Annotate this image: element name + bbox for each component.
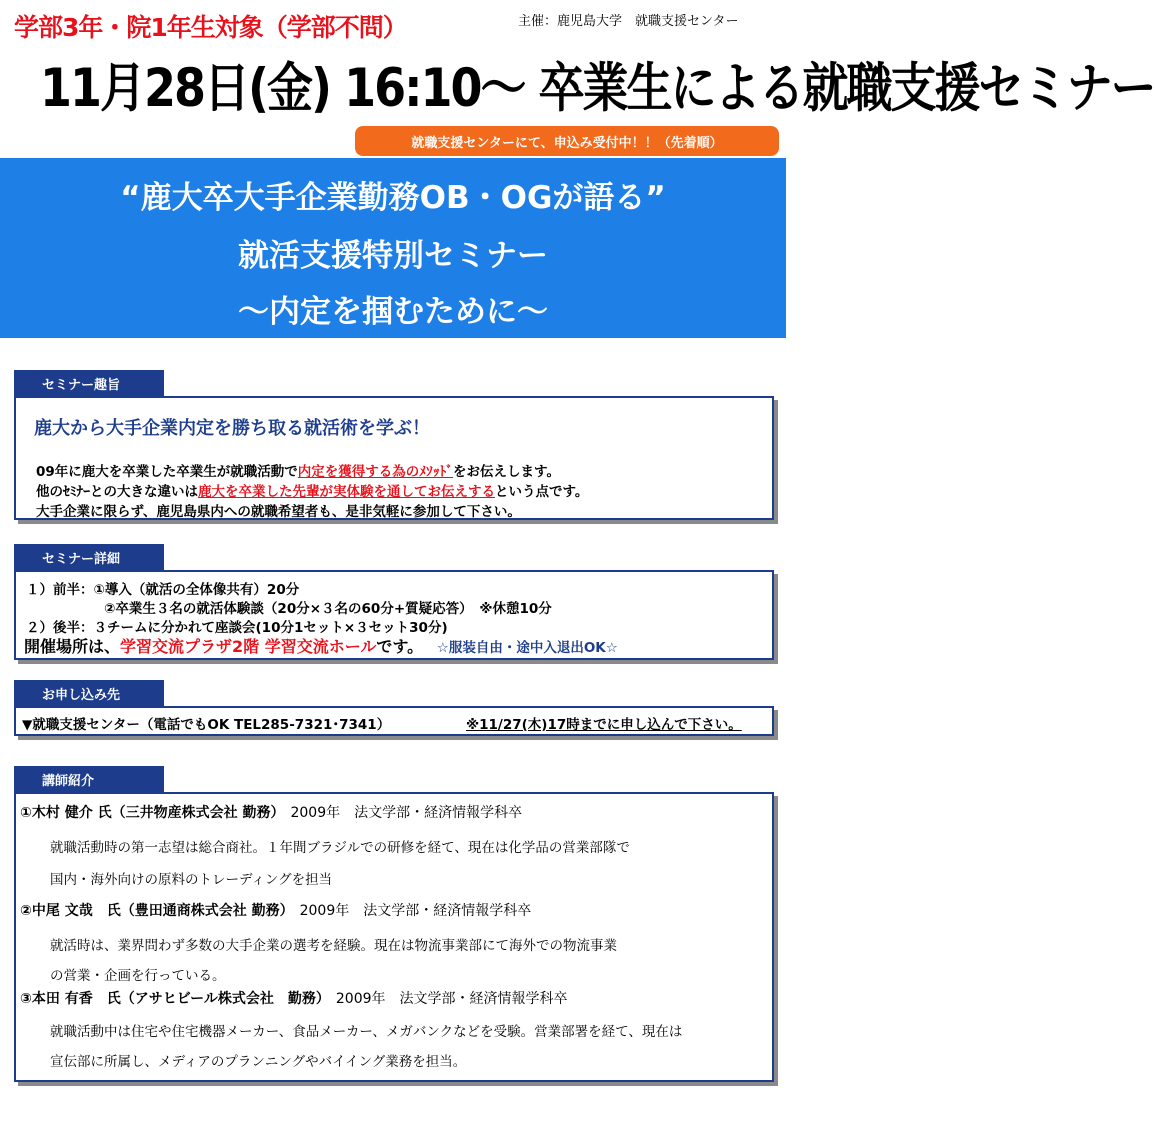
lecturer-2-name: ②中尾 文哉 氏（豊田通商株式会社 勤務） <box>20 903 294 919</box>
details-line-3: ２）後半：３チームに分かれて座談会(10分1セット×３セット30分) <box>26 620 448 636</box>
lecturer-1-header <box>20 802 522 822</box>
purpose-line-1-c: をお伝えします。 <box>453 464 560 480</box>
section-tab-purpose: セミナー趣旨 <box>14 370 164 396</box>
lecturer-2-desc-1: 就活時は、業界問わず多数の大手企業の選考を経験。現在は物流事業部にて海外での物流事業 <box>50 938 617 954</box>
banner-line-1: “鹿大卒大手企業勤務OB・OGが語る” <box>120 180 666 216</box>
section-tab-lecturers: 講師紹介 <box>14 766 164 792</box>
title-banner <box>0 158 786 338</box>
purpose-line-2-c: という点です。 <box>495 484 589 500</box>
target-audience: 学部3年・院1年生対象（学部不問） <box>14 13 407 42</box>
lecturer-3-header <box>20 988 568 1008</box>
venue-note: ☆服装自由・途中入退出OK☆ <box>436 640 618 656</box>
lecturer-1-desc-1: 就職活動時の第一志望は総合商社。１年間ブラジルでの研修を経て、現在は化学品の営業部隊で <box>50 840 630 856</box>
host-organizer: 主催：鹿児島大学 就職支援センター <box>518 14 739 29</box>
lecturer-3-desc-1: 就職活動中は住宅や住宅機器メーカー、食品メーカー、メガバンクなどを受験。営業部署を経て、現在は <box>50 1024 683 1040</box>
apply-box <box>14 706 774 736</box>
lecturer-3-name: ③本田 有香 氏（アサヒビール株式会社 勤務） <box>20 991 330 1007</box>
venue-place: 学習交流プラザ2階 学習交流ホール <box>120 637 377 656</box>
apply-deadline: ※11/27(木)17時までに申し込んで下さい。 <box>466 717 742 733</box>
details-box <box>14 570 774 660</box>
lecturer-3-desc-2: 宣伝部に所属し、メディアのプランニングやバイイング業務を担当。 <box>50 1054 467 1070</box>
lecturer-2-header <box>20 900 531 920</box>
purpose-line-1-a: 09年に鹿大を卒業した卒業生が就職活動で <box>36 464 298 480</box>
apply-contact: ▼就職支援センター（電話でもOK TEL285-7321･7341） <box>22 717 391 733</box>
seminar-headline: 11月28日(金) 16:10～ 卒業生による就職支援セミナー <box>40 56 1155 119</box>
purpose-box <box>14 396 774 520</box>
application-notice-badge: 就職支援センターにて、申込み受付中！！（先着順） <box>355 126 779 156</box>
purpose-line-2 <box>36 480 588 500</box>
purpose-line-2-a: 他のｾﾐﾅｰとの大きな違いは <box>36 484 198 500</box>
lecturer-1-desc-2: 国内・海外向けの原料のトレーディングを担当 <box>50 872 333 888</box>
banner-line-3: ～内定を掴むために～ <box>238 294 548 330</box>
details-line-2: ②卒業生３名の就活体験談（20分×３名の60分+質疑応答） ※休憩10分 <box>104 601 552 617</box>
venue-line <box>24 634 618 657</box>
purpose-line-2-highlight: 鹿大を卒業した先輩が実体験を通してお伝えする <box>198 484 495 500</box>
purpose-line-1-highlight: 内定を獲得する為のﾒｿｯﾄﾞ <box>297 464 454 480</box>
purpose-title: 鹿大から大手企業内定を勝ち取る就活術を学ぶ！ <box>34 418 430 439</box>
lecturer-1-name: ①木村 健介 氏（三井物産株式会社 勤務） <box>20 805 285 821</box>
section-tab-details: セミナー詳細 <box>14 544 164 570</box>
lecturers-box <box>14 792 774 1082</box>
venue-prefix: 開催場所は、 <box>24 637 121 656</box>
section-tab-apply: お申し込み先 <box>14 680 164 706</box>
lecturer-1-grad: 2009年 法文学部・経済情報学科卒 <box>290 805 523 821</box>
lecturer-3-grad: 2009年 法文学部・経済情報学科卒 <box>335 991 568 1007</box>
lecturer-2-desc-2: の営業・企画を行っている。 <box>50 968 226 984</box>
banner-line-2: 就活支援特別セミナー <box>238 238 548 274</box>
purpose-line-1 <box>36 460 560 480</box>
purpose-line-3: 大手企業に限らず、鹿児島県内への就職希望者も、是非気軽に参加して下さい。 <box>36 504 521 520</box>
details-line-1: １）前半：①導入（就活の全体像共有）20分 <box>26 582 300 598</box>
lecturer-2-grad: 2009年 法文学部・経済情報学科卒 <box>299 903 532 919</box>
venue-suffix: です。 <box>376 637 424 656</box>
